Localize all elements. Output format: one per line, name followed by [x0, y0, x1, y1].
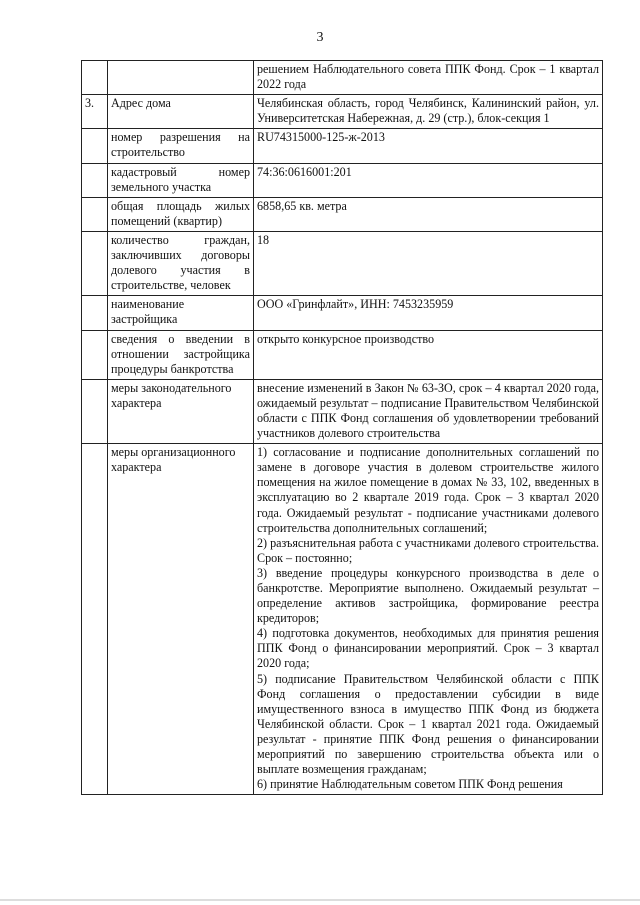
table-row [82, 197, 603, 231]
row-value: RU74315000-125-ж-2013 [254, 129, 603, 163]
row-value: 18 [254, 231, 603, 295]
row-label: номер разрешения на строительство [108, 129, 254, 163]
measure-item: 6) принятие Наблюдательным советом ППК Фонд решения [257, 777, 563, 792]
table-row [82, 129, 603, 163]
row-number [82, 163, 108, 197]
row-label: количество граждан, заключивших договоры долевого участия в строительстве, человек [108, 231, 254, 295]
row-number [82, 444, 108, 795]
measure-item: 5) подписание Правительством Челябинской области с ППК Фонд соглашения о предоставлении субсидии в виде имущественного взноса в имущество ППК Фонд из бюджета Челябинской области. Срок – 1 квартал 2021 года. Ожидаемый результат - принятие ППК Фонд решения о финансировании мероприятий по завершению строительства объекта или о выплате возмещения гражданам; [257, 671, 599, 777]
row-number [82, 330, 108, 379]
table-row [82, 296, 603, 330]
row-number [82, 231, 108, 295]
measure-item: 1) согласование и подписание дополнительных соглашений по замене в договоре участия в долевом строительстве жилого помещения на жилое помещение в домах № 33, 102, введенных в эксплуатацию во 2 квартале 2019 года. Срок – 3 квартал 2020 года. Ожидаемый результат - подписание участниками долевого строительства дополнительных соглашений; [257, 445, 599, 535]
measure-item: 3) введение процедуры конкурсного производства в деле о банкротстве. Мероприятие выполнено. Ожидаемый результат – определение активов застройщика, формирование реестра кредиторов; [257, 565, 599, 626]
row-number: 3. [82, 95, 108, 129]
row-number [82, 197, 108, 231]
row-value [254, 444, 603, 795]
row-value: ООО «Гринфлайт», ИНН: 7453235959 [254, 296, 603, 330]
row-label: наименование застройщика [108, 296, 254, 330]
row-number [82, 379, 108, 443]
row-value: Челябинская область, город Челябинск, Калининский район, ул. Университетская Набережная, д. 29 (стр.), блок-секция 1 [254, 95, 603, 129]
measure-item: 4) подготовка документов, необходимых для принятия решения ППК Фонд о финансировании мероприятий. Срок – 3 квартал 2020 года; [257, 626, 599, 671]
row-value: внесение изменений в Закон № 63-ЗО, срок – 4 квартал 2020 года, ожидаемый результат – подписание Правительством Челябинской области с ППК Фонд соглашения об удовлетворении требований участников долевого строительства [254, 379, 603, 443]
row-number [82, 129, 108, 163]
table-row [82, 379, 603, 443]
row-label: сведения о введении в отношении застройщика процедуры банкротства [108, 330, 254, 379]
row-number [82, 61, 108, 95]
object-info-table [81, 60, 603, 795]
page-number: 3 [316, 30, 324, 45]
row-value: решением Наблюдательного совета ППК Фонд. Срок – 1 квартал 2022 года [254, 61, 603, 95]
table-row [82, 163, 603, 197]
row-label: кадастровый номер земельного участка [108, 163, 254, 197]
table-row [82, 95, 603, 129]
row-label: меры законодательного характера [108, 379, 254, 443]
page-bottom-edge [0, 899, 640, 901]
measure-item: 2) разъяснительная работа с участниками долевого строительства. Срок – постоянно; [257, 535, 599, 565]
table-row [82, 231, 603, 295]
row-value: открыто конкурсное производство [254, 330, 603, 379]
table-row [82, 330, 603, 379]
row-label: меры организационного характера [108, 444, 254, 795]
table-row [82, 444, 603, 795]
row-value: 74:36:0616001:201 [254, 163, 603, 197]
row-number [82, 296, 108, 330]
table-row [82, 61, 603, 95]
row-label [108, 61, 254, 95]
row-label: Адрес дома [108, 95, 254, 129]
row-value: 6858,65 кв. метра [254, 197, 603, 231]
row-label: общая площадь жилых помещений (квартир) [108, 197, 254, 231]
